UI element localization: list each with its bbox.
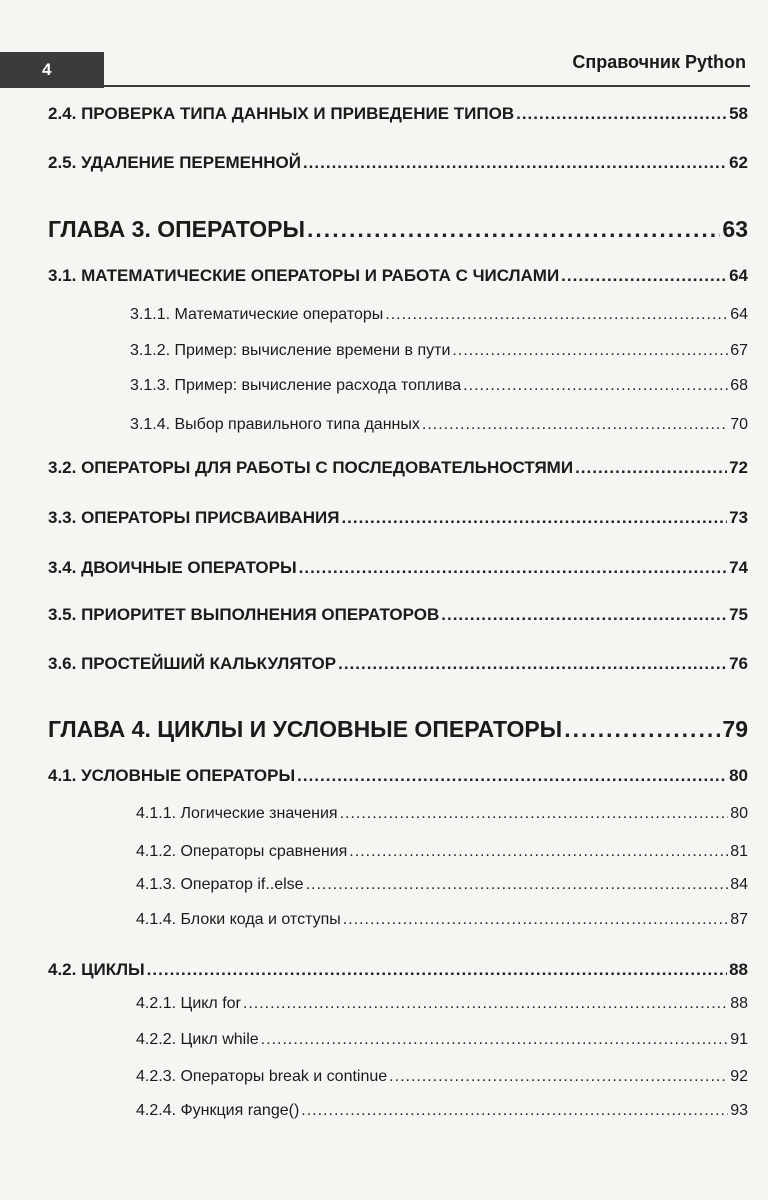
toc-page: 67 [730,342,748,359]
toc-leader [349,843,728,861]
toc-title: 3.1.3. Пример: вычисление расхода топлива [130,377,462,394]
toc-title: ГЛАВА 4. ЦИКЛЫ И УСЛОВНЫЕ ОПЕРАТОРЫ [48,716,563,742]
toc-entry-2-5[interactable] [48,153,748,173]
toc-entry-3-5[interactable] [48,605,748,625]
toc-page: 92 [730,1068,748,1085]
toc-leader [575,458,727,478]
toc-title: 3.4. ДВОИЧНЫЕ ОПЕРАТОРЫ [48,558,297,577]
toc-leader [516,104,727,124]
toc-entry-4-2[interactable] [48,960,748,980]
toc-page: 70 [730,416,748,433]
toc-leader [343,911,728,929]
toc-leader [422,416,728,434]
toc-entry-3-1[interactable] [48,266,748,286]
toc-title: 4.1.1. Логические значения [136,805,338,822]
toc-title: 4.1.3. Оператор if..else [136,876,304,893]
toc-entry-4-2-1[interactable] [136,995,748,1013]
toc-title: 4.2.1. Цикл for [136,995,241,1012]
toc-leader [340,805,729,823]
toc-page: 91 [730,1031,748,1048]
toc-title: 4.1.4. Блоки кода и отступы [136,911,341,928]
toc-page: 68 [730,377,748,394]
toc-page: 64 [730,306,748,323]
toc-title: 3.1.4. Выбор правильного типа данных [130,416,420,433]
toc-page: 64 [729,266,748,285]
toc-title: 4.2.2. Цикл while [136,1031,259,1048]
toc-entry-3-1-4[interactable] [130,416,748,434]
toc-page: 93 [730,1102,748,1119]
toc-entry-4-1-4[interactable] [136,911,748,929]
toc-page: 74 [729,558,748,577]
toc-leader [341,508,727,528]
toc-leader [452,342,728,360]
page-number-tab [0,52,104,88]
toc-entry-4-1[interactable] [48,766,748,786]
toc-leader [243,995,728,1013]
toc-title: 3.2. ОПЕРАТОРЫ ДЛЯ РАБОТЫ С ПОСЛЕДОВАТЕЛЬНОСТЯМИ [48,458,574,477]
toc-leader [297,766,727,786]
toc-leader [299,558,727,578]
toc-page: 76 [729,654,748,673]
toc-entry-3-1-2[interactable] [130,342,748,360]
toc-leader [385,306,728,324]
toc-leader [307,216,720,243]
toc-page: 73 [729,508,748,527]
toc-title: 4.2.3. Операторы break и continue [136,1068,388,1085]
toc-entry-3-6[interactable] [48,654,748,674]
toc-title: 3.6. ПРОСТЕЙШИЙ КАЛЬКУЛЯТОР [48,654,337,673]
toc-leader [147,960,727,980]
toc-entry-4-1-2[interactable] [136,843,748,861]
toc-leader [306,876,729,894]
toc-entry-3-2[interactable] [48,458,748,478]
toc-title: 4.1. УСЛОВНЫЕ ОПЕРАТОРЫ [48,766,296,785]
toc-leader [561,266,727,286]
toc-page: 81 [730,843,748,860]
toc-entry-4-2-2[interactable] [136,1031,748,1049]
toc-title: 3.5. ПРИОРИТЕТ ВЫПОЛНЕНИЯ ОПЕРАТОРОВ [48,605,440,624]
toc-chapter-3[interactable] [48,216,748,243]
toc-page: 58 [729,104,748,123]
toc-title: 3.3. ОПЕРАТОРЫ ПРИСВАИВАНИЯ [48,508,340,527]
page-number: 4 [42,60,52,79]
toc-entry-3-1-3[interactable] [130,377,748,395]
toc-page: 62 [729,153,748,172]
toc-title: 4.2.4. Функция range() [136,1102,300,1119]
toc-title: 4.2. ЦИКЛЫ [48,960,145,979]
toc-leader [338,654,727,674]
toc-entry-3-4[interactable] [48,558,748,578]
toc-entry-3-3[interactable] [48,508,748,528]
toc-leader [441,605,727,625]
toc-page: 75 [729,605,748,624]
toc-title: 2.5. УДАЛЕНИЕ ПЕРЕМЕННОЙ [48,153,301,172]
toc-entry-2-4[interactable] [48,104,748,124]
toc-page: 72 [729,458,748,477]
toc-page: 88 [730,995,748,1012]
toc-chapter-4[interactable] [48,716,748,743]
toc-title: 3.1.2. Пример: вычисление времени в пути [130,342,451,359]
toc-entry-4-1-3[interactable] [136,876,748,894]
toc-entry-4-1-1[interactable] [136,805,748,823]
running-title: Справочник Python [572,52,746,72]
toc-leader [303,153,727,173]
toc-leader [463,377,728,395]
toc-leader [261,1031,729,1049]
toc-leader [301,1102,728,1120]
toc-entry-3-1-1[interactable] [130,306,748,324]
toc-page: 88 [729,960,748,979]
header-rule [104,85,750,87]
toc-title: 4.1.2. Операторы сравнения [136,843,348,860]
toc-leader [389,1068,728,1086]
toc-title: 3.1.1. Математические операторы [130,306,384,323]
toc-page: 80 [730,805,748,822]
toc-page: 80 [729,766,748,785]
toc-title: ГЛАВА 3. ОПЕРАТОРЫ [48,216,306,242]
toc-entry-4-2-3[interactable] [136,1068,748,1086]
toc-page: 63 [722,216,748,242]
toc-title: 3.1. МАТЕМАТИЧЕСКИЕ ОПЕРАТОРЫ И РАБОТА С ЧИСЛАМИ [48,266,560,285]
toc-page: 87 [730,911,748,928]
toc-page: 84 [730,876,748,893]
toc-leader [564,716,720,743]
toc-title: 2.4. ПРОВЕРКА ТИПА ДАННЫХ И ПРИВЕДЕНИЕ ТИПОВ [48,104,515,123]
toc-entry-4-2-4[interactable] [136,1102,748,1120]
toc-page: 79 [722,716,748,742]
